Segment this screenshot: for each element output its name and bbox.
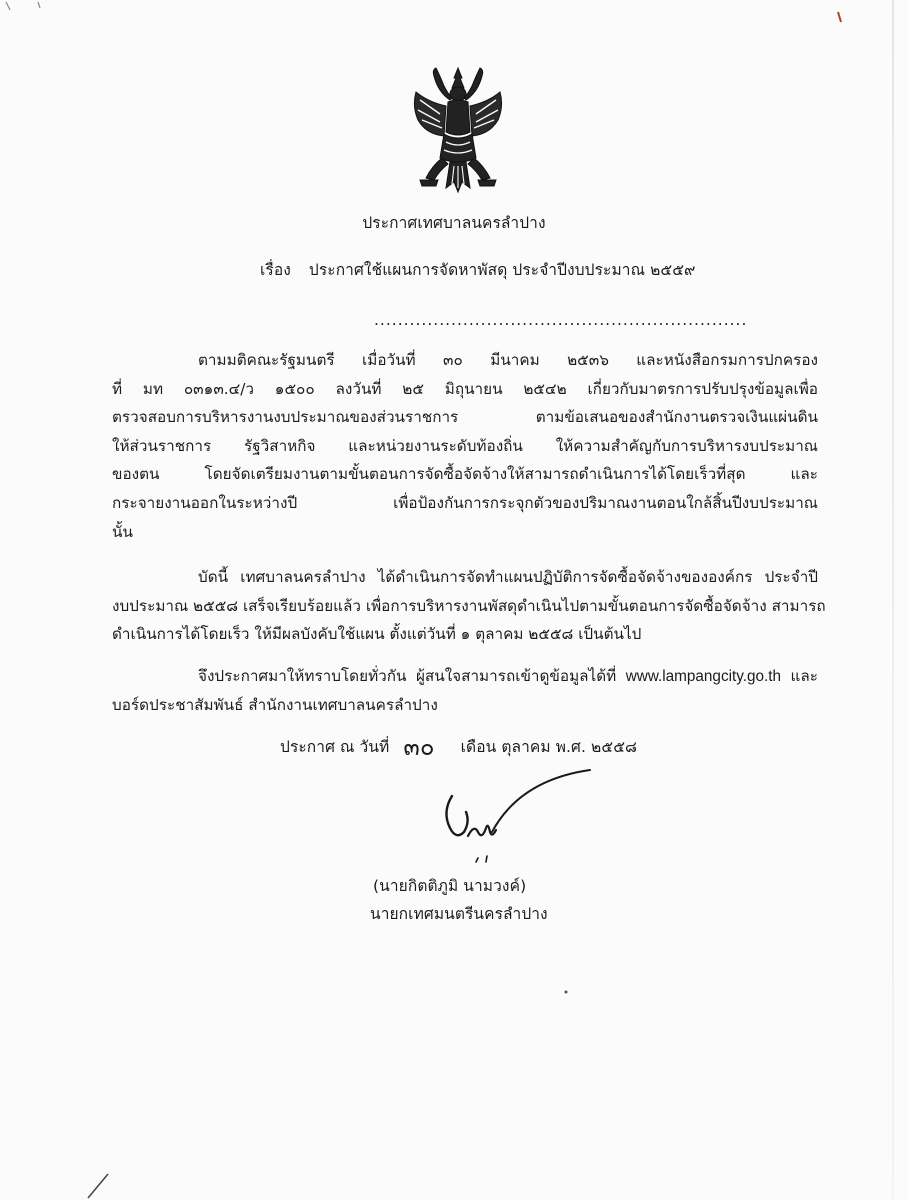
website-url: www.lampangcity.go.th — [625, 668, 782, 685]
paragraph-1-line: ตามมติคณะรัฐมนตรี เมื่อวันที่ ๓๐ มีนาคม ๒๕๓๖ และหนังสือกรมการปกครอง — [198, 351, 818, 369]
subject-line — [260, 260, 696, 280]
paragraph-3 — [112, 662, 818, 719]
paragraph-3-line-1 — [112, 662, 818, 691]
paragraph-1-line: กระจายงานออกในระหว่างปี เพื่อป้องกันการกระจุกตัวของปริมาณงานตอนใกล้สิ้นปีงบประมาณ — [112, 493, 818, 512]
announcement-title: ประกาศเทศบาลนครลำปาง — [362, 214, 546, 232]
paragraph-2-line: งบประมาณ ๒๕๕๘ เสร็จเรียบร้อยแล้ว เพื่อการบริหารงานพัสดุดำเนินไปตามขั้นตอนการจัดซื้อจัดจ้าง สามารถ — [112, 596, 826, 615]
signer-name: (นายกิตติภูมิ นามวงค์) — [373, 877, 527, 895]
scan-mark — [0, 0, 50, 20]
paragraph-1-line: นั้น — [112, 522, 133, 541]
subject-text: ประกาศใช้แผนการจัดหาพัสดุ ประจำปีงบประมาณ ๒๕๕๙ — [308, 261, 696, 279]
separator-dots: ............................................................... — [374, 311, 748, 329]
paragraph-3-text-end: และ — [790, 667, 818, 685]
paragraph-1-line: ให้ส่วนราชการ รัฐวิสาหกิจ และหน่วยงานระดับท้องถิ่น ให้ความสำคัญกับการบริหารงบประมาณ — [112, 436, 818, 455]
announcement-date — [280, 733, 638, 761]
date-day-handwritten: ๓๐ — [403, 733, 435, 761]
signer-title: นายกเทศมนตรีนครลำปาง — [370, 905, 548, 923]
paragraph-2-line: บัดนี้ เทศบาลนครลำปาง ได้ดำเนินการจัดทำแผนปฏิบัติการจัดซื้อจัดจ้างขององค์กร ประจำปี — [198, 568, 818, 586]
paragraph-2-line: ดำเนินการได้โดยเร็ว ให้มีผลบังคับใช้แผน ตั้งแต่วันที่ ๑ ตุลาคม ๒๕๕๘ เป็นต้นไป — [112, 625, 642, 644]
scan-mark — [84, 1170, 114, 1200]
paragraph-2 — [112, 563, 826, 649]
garuda-emblem-icon — [410, 62, 506, 194]
paragraph-3-line-2: บอร์ดประชาสัมพันธ์ สำนักงานเทศบาลนครลำปาง — [112, 695, 438, 714]
date-prefix: ประกาศ ณ วันที่ — [280, 738, 390, 756]
scan-mark — [830, 8, 850, 28]
scan-mark — [562, 988, 570, 996]
date-month-year: เดือน ตุลาคม พ.ศ. ๒๕๕๘ — [460, 738, 638, 756]
paragraph-1 — [112, 346, 818, 546]
paragraph-3-text: จึงประกาศมาให้ทราบโดยทั่วกัน ผู้สนใจสามารถเข้าดูข้อมูลได้ที่ — [198, 667, 617, 685]
paragraph-1-line: ตรวจสอบการบริหารงานงบประมาณของส่วนราชการ ตามข้อเสนอของสำนักงานตรวจเงินแผ่นดิน — [112, 408, 818, 427]
handwritten-signature — [430, 762, 610, 872]
subject-label: เรื่อง — [260, 261, 291, 279]
paragraph-1-line: ที่ มท ๐๓๑๓.๔/ว ๑๕๐๐ ลงวันที่ ๒๕ มิถุนายน ๒๕๔๒ เกี่ยวกับมาตรการปรับปรุงข้อมูลเพื่อ — [112, 379, 818, 398]
paragraph-1-line: ของตน โดยจัดเตรียมงานตามขั้นตอนการจัดซื้อจัดจ้างให้สามารถดำเนินการได้โดยเร็วที่สุด และ — [112, 465, 818, 484]
